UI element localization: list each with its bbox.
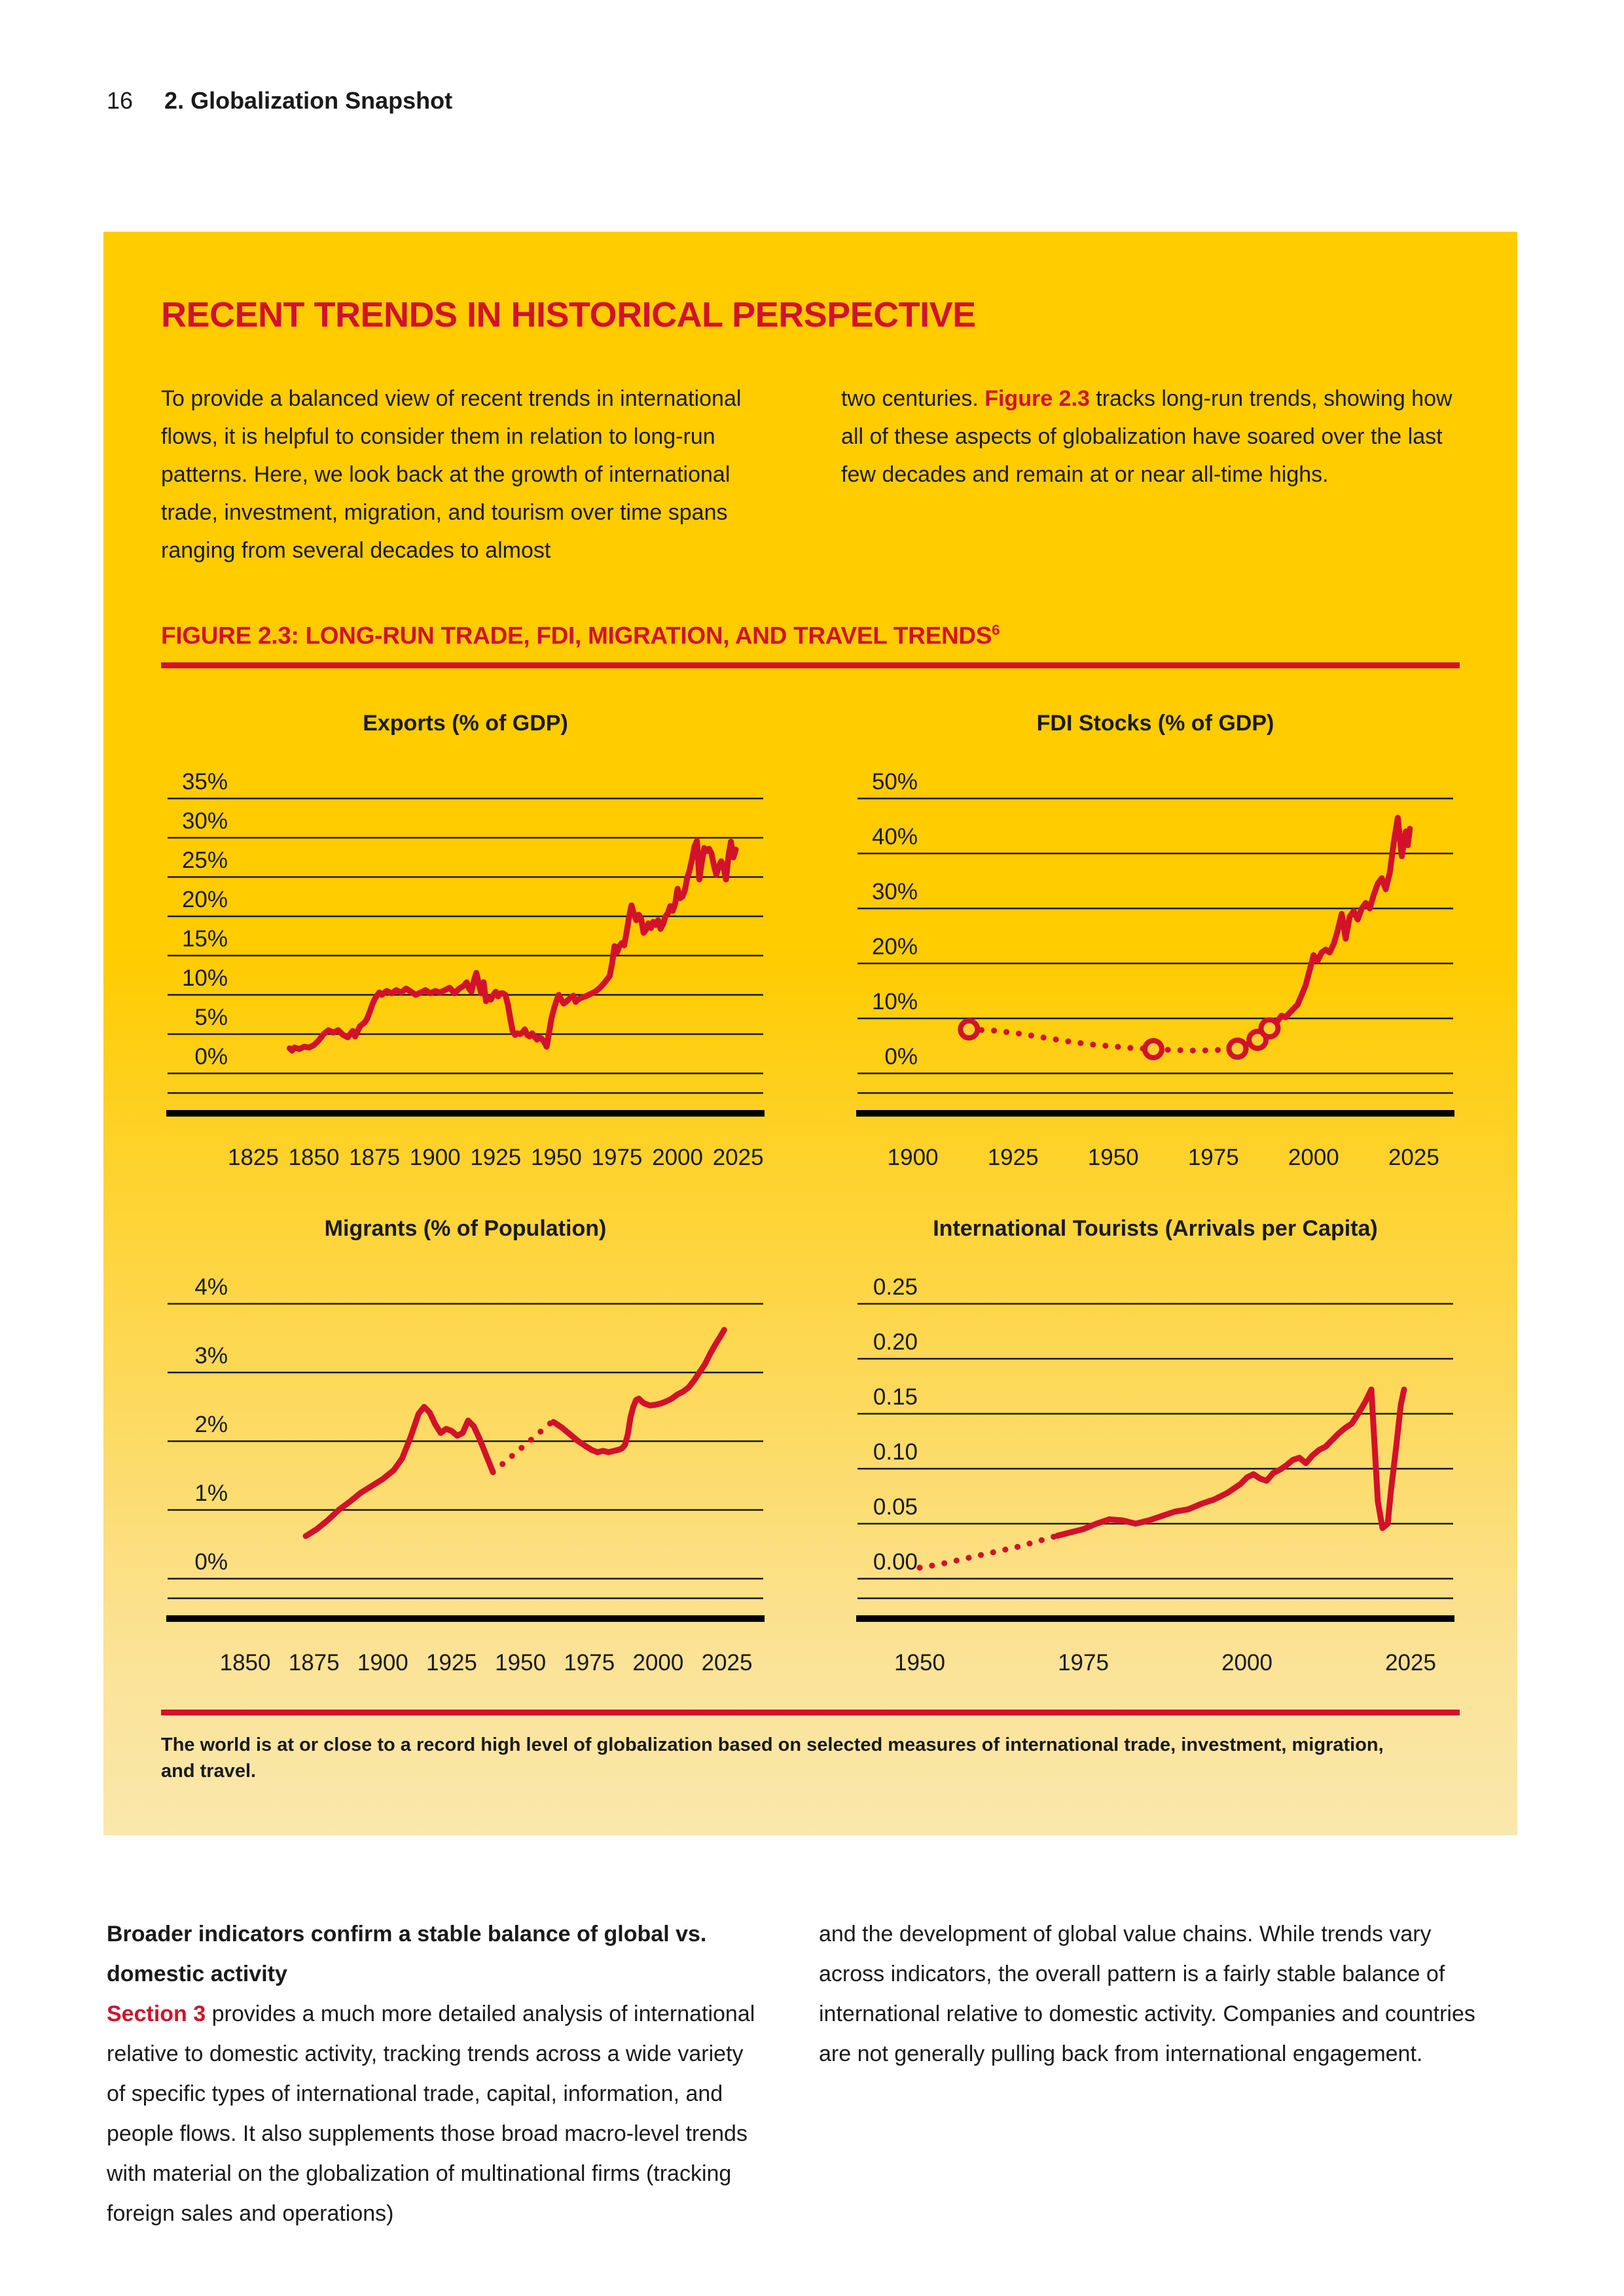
svg-text:40%: 40% (871, 824, 918, 850)
intro-left-paragraph: To provide a balanced view of recent trends in international flows, it is helpful to consider them in relation to long-run patterns. Here, we look back at the growth of international trade, investment, migration, and tourism over time spans ranging from several decades to almost (161, 386, 742, 563)
svg-text:30%: 30% (871, 879, 918, 905)
chart-block-tourists (851, 1216, 1460, 1683)
below-left-text: provides a much more detailed analysis of international relative to domestic activity, tracking trends across a wide variety of specific types of international trade, capital, information, and people flows. It also supplements those broad macro-level trends with material on the globalization of multinational firms (tracking foreign sales and operations) (107, 2001, 755, 2226)
svg-text:0.25: 0.25 (873, 1274, 918, 1300)
chart-block-exports (161, 711, 770, 1178)
svg-text:1850: 1850 (219, 1650, 271, 1676)
chart-title-tourists: International Tourists (Arrivals per Capita) (933, 1216, 1378, 1241)
tourists-chart (851, 1251, 1460, 1683)
svg-text:1925: 1925 (426, 1650, 477, 1676)
svg-text:1925: 1925 (470, 1145, 522, 1170)
svg-text:1975: 1975 (1058, 1650, 1109, 1676)
below-right-column (819, 1914, 1479, 2234)
svg-text:2000: 2000 (1221, 1650, 1272, 1676)
svg-text:0.05: 0.05 (873, 1494, 918, 1520)
svg-text:20%: 20% (181, 887, 228, 912)
figure-charts-grid (161, 711, 1460, 1683)
panel-title: RECENT TRENDS IN HISTORICAL PERSPECTIVE (161, 295, 976, 334)
tourists-chart-svg (851, 1251, 1460, 1683)
figure-caption: The world is at or close to a record high level of globalization based on selected measures of international trade, investment, migration, and travel. (161, 1734, 1384, 1782)
highlight-panel (103, 232, 1517, 1835)
caption-rule (161, 1710, 1460, 1715)
below-panel-columns (107, 1914, 1521, 2234)
svg-text:1975: 1975 (591, 1145, 643, 1170)
intro-right-post: tracks long-run trends, showing how all of these aspects of globalization have soared over the last few decades and remain at or near all-time highs. (841, 386, 1453, 487)
svg-text:1975: 1975 (1187, 1145, 1239, 1170)
intro-right-pre: two centuries. (841, 386, 985, 411)
section-title: 2. Globalization Snapshot (164, 87, 453, 114)
svg-text:1900: 1900 (409, 1145, 461, 1170)
svg-text:2025: 2025 (1385, 1650, 1436, 1676)
page-header (107, 87, 452, 115)
svg-text:35%: 35% (181, 769, 228, 795)
svg-text:30%: 30% (181, 808, 228, 834)
exports-chart-svg (161, 746, 770, 1178)
fdi-chart (851, 746, 1460, 1178)
svg-text:1875: 1875 (288, 1650, 340, 1676)
chart-block-migrants (161, 1216, 770, 1683)
svg-text:50%: 50% (871, 769, 918, 795)
svg-text:2025: 2025 (1388, 1145, 1439, 1170)
svg-text:0.10: 0.10 (873, 1439, 918, 1465)
chart-title-fdi: FDI Stocks (% of GDP) (1036, 711, 1274, 736)
svg-text:3%: 3% (194, 1343, 228, 1369)
svg-text:0.15: 0.15 (873, 1384, 918, 1410)
migrants-chart-svg (161, 1251, 770, 1683)
below-right-paragraph: and the development of global value chains. While trends vary across indicators, the overall pattern is a fairly stable balance of international relative to domestic activity. Companies and countries are not generally pulling back from international engagement. (819, 1922, 1475, 2066)
svg-text:2000: 2000 (632, 1650, 684, 1676)
intro-right-paragraph (841, 380, 1460, 569)
svg-text:0%: 0% (194, 1549, 228, 1575)
svg-text:2000: 2000 (1288, 1145, 1339, 1170)
svg-text:1900: 1900 (887, 1145, 939, 1170)
migrants-chart (161, 1251, 770, 1683)
page-number: 16 (107, 87, 134, 114)
below-left-paragraph (107, 1994, 767, 2234)
svg-text:1925: 1925 (987, 1145, 1039, 1170)
svg-text:15%: 15% (181, 926, 228, 952)
footnote-mark: 6 (992, 622, 1000, 638)
svg-text:10%: 10% (181, 965, 228, 991)
chart-title-migrants: Migrants (% of Population) (324, 1216, 607, 1241)
svg-text:0%: 0% (884, 1044, 918, 1069)
exports-chart (161, 746, 770, 1178)
below-heading: Broader indicators confirm a stable balance of global vs. domestic activity (107, 1922, 707, 1986)
svg-text:2025: 2025 (701, 1650, 753, 1676)
svg-text:1875: 1875 (349, 1145, 401, 1170)
svg-text:1975: 1975 (564, 1650, 615, 1676)
intro-columns (161, 380, 1460, 569)
svg-text:20%: 20% (871, 934, 918, 960)
svg-text:2000: 2000 (652, 1145, 704, 1170)
svg-text:1950: 1950 (495, 1650, 547, 1676)
svg-text:0.20: 0.20 (873, 1329, 918, 1355)
svg-text:1950: 1950 (530, 1145, 582, 1170)
figure-label-text: FIGURE 2.3: LONG-RUN TRADE, FDI, MIGRATION, AND TRAVEL TRENDS (161, 622, 992, 649)
figure-rule (161, 662, 1460, 668)
svg-text:2%: 2% (194, 1412, 228, 1437)
fdi-chart-svg (851, 746, 1460, 1178)
svg-text:4%: 4% (194, 1274, 228, 1300)
svg-text:0.00: 0.00 (873, 1549, 918, 1575)
figure-2-3-link[interactable]: Figure 2.3 (984, 386, 1090, 411)
chart-block-fdi (851, 711, 1460, 1178)
figure-label (161, 622, 1000, 649)
svg-text:25%: 25% (181, 848, 228, 873)
svg-text:1850: 1850 (288, 1145, 340, 1170)
svg-text:1%: 1% (194, 1480, 228, 1506)
below-left-column (107, 1914, 767, 2234)
svg-text:0%: 0% (194, 1044, 228, 1069)
svg-text:1950: 1950 (894, 1650, 945, 1676)
svg-text:1950: 1950 (1087, 1145, 1139, 1170)
svg-text:1900: 1900 (357, 1650, 408, 1676)
svg-text:2025: 2025 (712, 1145, 764, 1170)
svg-text:1825: 1825 (227, 1145, 279, 1170)
svg-text:5%: 5% (194, 1005, 228, 1030)
chart-title-exports: Exports (% of GDP) (363, 711, 568, 736)
svg-text:10%: 10% (871, 989, 918, 1014)
section-3-link[interactable]: Section 3 (107, 2001, 206, 2026)
